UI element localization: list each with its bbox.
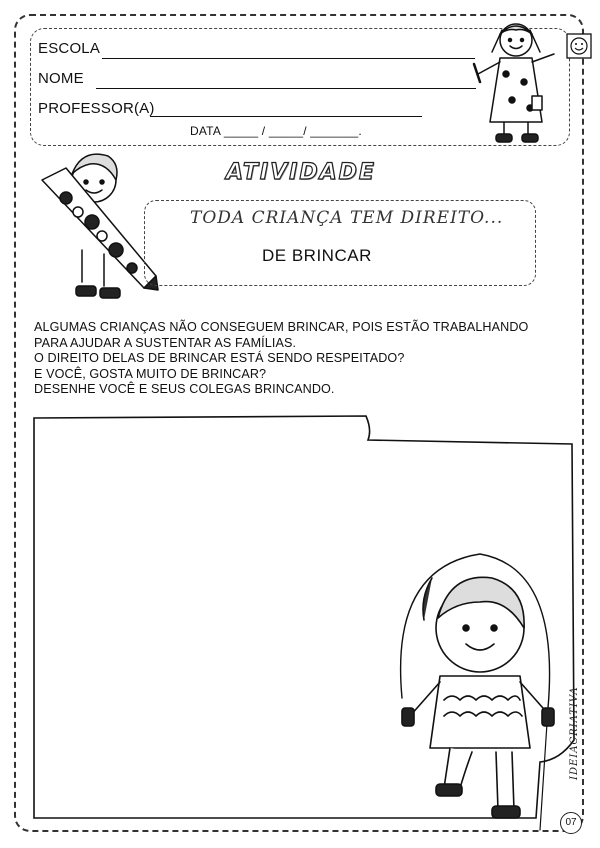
nome-label: NOME [38, 70, 84, 87]
data-label: DATA _____ / _____/ _______. [190, 124, 362, 138]
instruction-line: E VOCÊ, GOSTA MUITO DE BRINCAR? [34, 366, 267, 381]
instruction-line: ALGUMAS CRIANÇAS NÃO CONSEGUEM BRINCAR, POIS ESTÃO TRABALHANDO [34, 320, 529, 334]
tagline: TODA CRIANÇA TEM DIREITO... [190, 208, 504, 228]
professor-label: PROFESSOR(A) [38, 100, 155, 117]
watermark: IDEIACRIATIVA [569, 686, 580, 780]
activity-title: ATIVIDADE [226, 160, 376, 185]
girl-jump-rope-illustration [380, 548, 570, 838]
escola-label: ESCOLA [38, 40, 101, 57]
page-number: 07 [560, 812, 582, 834]
instruction-line: DESENHE VOCÊ E SEUS COLEGAS BRINCANDO. [34, 382, 335, 396]
answer-text: DE BRINCAR [262, 246, 372, 265]
instruction-line: PARA AJUDAR A SUSTENTAR AS FAMÍLIAS. [34, 335, 297, 350]
instruction-line: O DIREITO DELAS DE BRINCAR ESTÁ SENDO RESPEITADO? [34, 351, 405, 365]
